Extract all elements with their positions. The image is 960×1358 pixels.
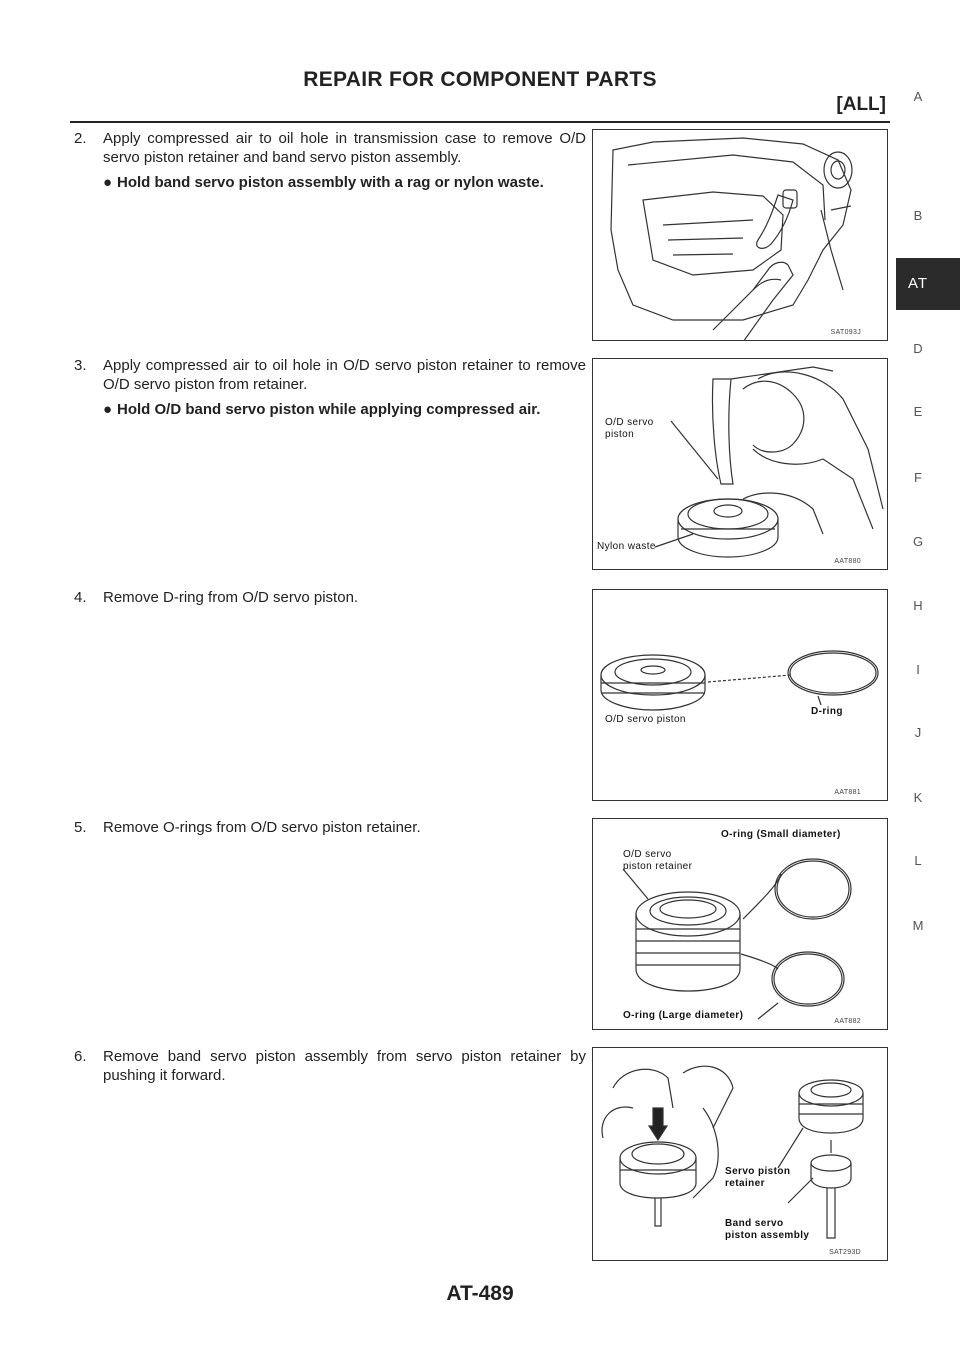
header-divider <box>70 121 890 123</box>
index-letter-k[interactable]: K <box>913 790 923 805</box>
label-oring-small: O-ring (Small diameter) <box>721 829 841 840</box>
step-text: Remove O-rings from O/D servo piston retainer. <box>103 819 421 836</box>
bullet-icon: ● <box>103 174 113 191</box>
figure-code: AAT882 <box>834 1018 861 1025</box>
step-text: Apply compressed air to oil hole in transmission case to remove O/D servo piston retainer and band servo piston assembly. <box>103 130 586 166</box>
label-servo-piston: Servo piston <box>725 1166 791 1177</box>
figure-code: SAT293D <box>829 1249 861 1256</box>
label-nylon-waste: Nylon waste <box>597 541 656 552</box>
label-piston: piston <box>605 429 635 440</box>
figure-code: SAT093J <box>830 329 861 336</box>
step-number: 6. <box>74 1048 87 1065</box>
label-piston-retainer: piston retainer <box>623 861 693 872</box>
figure-code: AAT880 <box>834 558 861 565</box>
index-letter-j[interactable]: J <box>914 725 922 740</box>
figure-code: AAT881 <box>834 789 861 796</box>
index-letter-l[interactable]: L <box>914 853 922 868</box>
index-letter-i[interactable]: I <box>916 662 920 677</box>
step-text: Remove band servo piston assembly from servo piston retainer by pushing it forward. <box>103 1048 586 1084</box>
od-servo-piston-illustration <box>593 359 888 570</box>
step-2 <box>74 129 586 192</box>
step-note <box>103 400 586 419</box>
label-od-servo: O/D servo <box>605 417 654 428</box>
index-letter-g[interactable]: G <box>912 534 924 549</box>
page-title: REPAIR FOR COMPONENT PARTS <box>303 68 657 91</box>
step-4 <box>74 588 586 607</box>
note-text: Hold band servo piston assembly with a rag or nylon waste. <box>117 174 544 191</box>
step-text: Apply compressed air to oil hole in O/D servo piston retainer to remove O/D servo piston from retainer. <box>103 357 586 393</box>
figure-od-servo-dring <box>592 589 888 801</box>
page-number: AT-489 <box>446 1282 514 1305</box>
index-letter-d[interactable]: D <box>913 341 923 356</box>
step-number: 4. <box>74 589 87 606</box>
label-od-servo: O/D servo <box>623 849 672 860</box>
step-number: 5. <box>74 819 87 836</box>
label-piston-assembly: piston assembly <box>725 1230 810 1241</box>
label-band-servo: Band servo <box>725 1218 784 1229</box>
step-text: Remove D-ring from O/D servo piston. <box>103 589 359 606</box>
step-5 <box>74 818 586 837</box>
index-letter-m[interactable]: M <box>912 918 924 933</box>
label-retainer: retainer <box>725 1178 765 1189</box>
figure-band-servo-removal <box>592 1047 888 1261</box>
side-index <box>896 0 960 1358</box>
figure-retainer-orings <box>592 818 888 1030</box>
step-number: 3. <box>74 357 87 374</box>
index-letter-b[interactable]: B <box>913 208 923 223</box>
figure-od-servo-piston-air <box>592 358 888 570</box>
step-6 <box>74 1047 586 1085</box>
index-letter-a[interactable]: A <box>913 89 923 104</box>
figure-transmission-case <box>592 129 888 341</box>
label-od-servo-piston: O/D servo piston <box>605 714 686 725</box>
index-letter-h[interactable]: H <box>913 598 923 613</box>
dring-illustration <box>593 590 888 801</box>
index-letter-at: AT <box>907 275 929 292</box>
step-number: 2. <box>74 130 87 147</box>
transmission-case-illustration <box>593 130 888 341</box>
bullet-icon: ● <box>103 401 113 418</box>
index-tab-active[interactable] <box>896 258 960 310</box>
index-letter-e[interactable]: E <box>913 404 923 419</box>
step-3 <box>74 356 586 419</box>
index-letter-f[interactable]: F <box>914 470 922 485</box>
step-note <box>103 173 586 192</box>
section-tag: [ALL] <box>836 94 886 115</box>
label-dring: D-ring <box>811 706 843 717</box>
note-text: Hold O/D band servo piston while applying compressed air. <box>117 401 541 418</box>
label-oring-large: O-ring (Large diameter) <box>623 1010 744 1021</box>
